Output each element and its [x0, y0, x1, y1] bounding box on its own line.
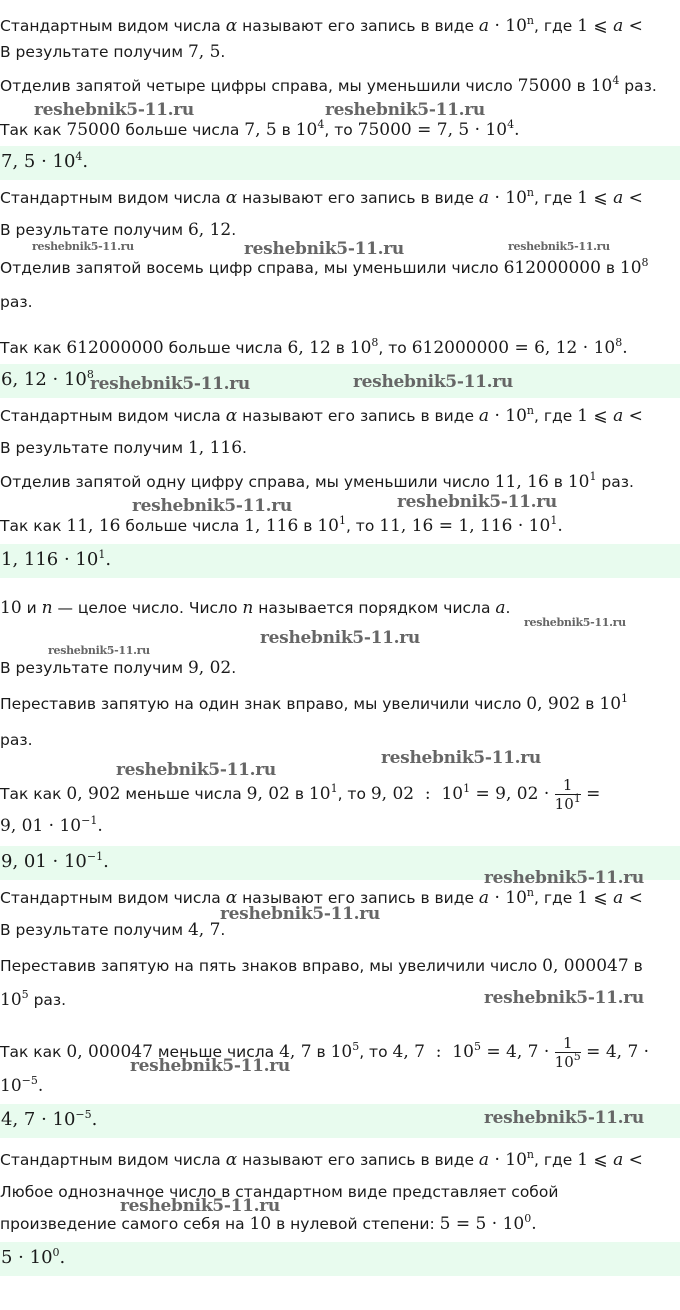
comparison-line: Так как 75000 больше числа 7, 5 в $10^4$, то 75000 = 7, $5 \cdot 10^4$.: [0, 118, 520, 140]
fraction: $\frac{1}{10^1}$: [554, 776, 581, 812]
watermark: reshebnik5-11.ru: [120, 1196, 280, 1216]
watermark: reshebnik5-11.ru: [508, 240, 610, 253]
watermark: reshebnik5-11.ru: [484, 868, 644, 888]
comparison-line: Так как 11, 16 больше числа 1, 116 в $10^1$, то 11, 16 = 1, $116 \cdot 10^1$.: [0, 514, 563, 536]
explanation-line: Отделив запятой четыре цифры справа, мы уменьшили число 75000 в $10^4$ раз.: [0, 74, 657, 96]
explanation-line: Переставив запятую на один знак вправо, мы увеличили число 0, 902 в $10^1$: [0, 692, 629, 714]
definition-line: Стандартным видом числа α называют его запись в виде $a \cdot 10^n$, где 1 ⩽ a <: [0, 1148, 643, 1170]
definition-line: Стандартным видом числа α называют его запись в виде $a \cdot 10^n$, где 1 ⩽ a <: [0, 186, 643, 208]
definition-line: Стандартным видом числа α называют его запись в виде $a \cdot 10^n$, где 1 ⩽ a <: [0, 886, 643, 908]
comparison-line-cont: $10^{-5}$.: [0, 1074, 44, 1096]
comparison-line: Так как 0, 902 меньше числа 9, 02 в $10^1$, то 9, 02 : $10^1 = 9$, 02 · $\frac{1}{10^1}$ =: [0, 776, 601, 812]
watermark: reshebnik5-11.ru: [116, 760, 276, 780]
watermark: reshebnik5-11.ru: [397, 492, 557, 512]
comparison-line: Так как 612000000 больше числа 6, 12 в $10^8$, то 612000000 = 6, $12 \cdot 10^8$.: [0, 336, 628, 358]
watermark: reshebnik5-11.ru: [90, 374, 250, 394]
watermark: reshebnik5-11.ru: [524, 616, 626, 629]
explanation-line: Отделив запятой восемь цифр справа, мы уменьшили число 612000000 в $10^8$: [0, 256, 649, 278]
result-line: В результате получим 6, 12.: [0, 220, 237, 240]
watermark: reshebnik5-11.ru: [325, 100, 485, 120]
explanation-line-cont: $10^5$ раз.: [0, 988, 67, 1010]
watermark: reshebnik5-11.ru: [130, 1056, 290, 1076]
watermark: reshebnik5-11.ru: [484, 988, 644, 1008]
answer-box: 9, $01 \cdot 10^{-1}$.: [0, 846, 680, 880]
fraction: $\frac{1}{10^5}$: [554, 1034, 581, 1070]
watermark: reshebnik5-11.ru: [381, 748, 541, 768]
answer-box: $5 \cdot 10^0$.: [0, 1242, 680, 1276]
result-line: В результате получим 1, 116.: [0, 438, 247, 458]
result-line: В результате получим 9, 02.: [0, 658, 237, 678]
result-line: В результате получим 7, 5.: [0, 42, 226, 62]
watermark: reshebnik5-11.ru: [34, 100, 194, 120]
watermark: reshebnik5-11.ru: [244, 239, 404, 259]
definition-line: Стандартным видом числа α называют его запись в виде $a \cdot 10^n$, где 1 ⩽ a <: [0, 404, 643, 426]
definition-line: Стандартным видом числа α называют его запись в виде $a \cdot 10^n$, где 1 ⩽ a <: [0, 14, 643, 36]
answer-box: 6, $12 \cdot 10^8$: [0, 364, 680, 398]
watermark: reshebnik5-11.ru: [32, 240, 134, 253]
explanation-line-cont: произведение самого себя на 10 в нулевой степени: $5 = 5 \cdot 10^0$.: [0, 1212, 537, 1234]
explanation-line: Отделив запятой одну цифру справа, мы уменьшили число 11, 16 в $10^1$ раз.: [0, 470, 634, 492]
comparison-line-cont: 9, $01 \cdot 10^{-1}$.: [0, 814, 103, 836]
answer-box: 7, $5 \cdot 10^4$.: [0, 146, 680, 180]
watermark: reshebnik5-11.ru: [484, 1108, 644, 1128]
result-line: В результате получим 4, 7.: [0, 920, 226, 940]
watermark: reshebnik5-11.ru: [220, 904, 380, 924]
watermark: reshebnik5-11.ru: [260, 628, 420, 648]
explanation-line: Переставив запятую на пять знаков вправо, мы увеличили число 0, 000047 в: [0, 956, 643, 976]
answer-box: 1, $116 \cdot 10^1$.: [0, 544, 680, 578]
explanation-line: Любое однозначное число в стандартном виде представляет собой: [0, 1183, 559, 1201]
explanation-line-cont: раз.: [0, 293, 33, 311]
definition-line-cont: 10 и n — целое число. Число n называется порядком числа a.: [0, 598, 511, 618]
comparison-line: Так как 0, 000047 меньше числа 4, 7 в $10^5$, то 4, 7 : $10^5 = 4$, 7 · $\frac{1}{10^5}$ = 4, 7 ·: [0, 1034, 650, 1070]
watermark: reshebnik5-11.ru: [132, 496, 292, 516]
explanation-line-cont: раз.: [0, 731, 33, 749]
answer-box: 4, $7 \cdot 10^{-5}$.: [0, 1104, 680, 1138]
watermark: reshebnik5-11.ru: [353, 372, 513, 392]
watermark: reshebnik5-11.ru: [48, 644, 150, 657]
